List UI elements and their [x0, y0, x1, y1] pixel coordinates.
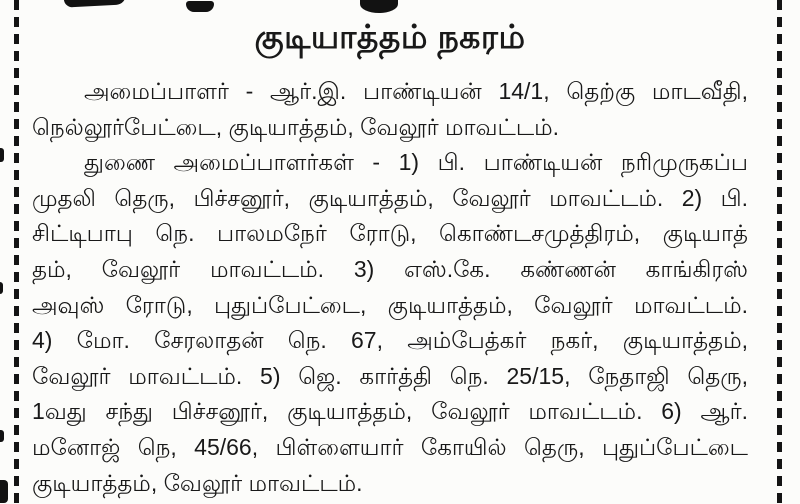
article-line-4: முதலி தெரு, பிச்சனூர், குடியாத்தம், வேலூர் மாவட்டம். 2) பி.: [32, 184, 748, 211]
article-title: குடியாத்தம் நகரம்: [254, 18, 526, 55]
scan-artifact-top-2: [186, 1, 214, 12]
left-dashed-border: [14, 0, 19, 504]
article-line-8: 4) மோ. சேரலாதன் நெ. 67, அம்பேத்கர் நகர், குடியாத்தம்,: [32, 327, 748, 354]
scan-artifact-left-3: [0, 430, 4, 442]
scan-artifact-top-1: [64, 0, 126, 8]
article-line-6: தம், வேலூர் மாவட்டம். 3) எஸ்.கே. கண்ணன் காங்கிரஸ்: [32, 255, 748, 282]
article-line-12: குடியாத்தம், வேலூர் மாவட்டம்.: [32, 469, 363, 496]
scan-artifact-left-1: [0, 148, 4, 162]
scan-artifact-left-4: [0, 480, 8, 503]
right-dashed-border: [777, 0, 782, 504]
article: [32, 12, 748, 501]
article-line-9: வேலூர் மாவட்டம். 5) ஜெ. கார்த்தி நெ. 25/15, நேதாஜி தெரு,: [32, 362, 748, 389]
article-line-3: துணை அமைப்பாளர்கள் - 1) பி. பாண்டியன் நரிமுருகப்ப: [84, 149, 748, 176]
article-line-2: நெல்லூர்பேட்டை, குடியாத்தம், வேலூர் மாவட்டம்.: [32, 113, 560, 140]
article-line-10: 1வது சந்து பிச்சனூர், குடியாத்தம், வேலூர் மாவட்டம். 6) ஆர்.: [32, 398, 748, 425]
article-line-7: அவுஸ் ரோடு, புதுப்பேட்டை, குடியாத்தம், வேலூர் மாவட்டம்.: [32, 291, 748, 318]
article-line-1: அமைப்பாளர் - ஆர்.இ. பாண்டியன் 14/1, தெற்கு மாடவீதி,: [84, 78, 748, 104]
article-line-5: சிட்டிபாபு நெ. பாலமநேர் ரோடு, கொண்டசமுத்திரம், குடியாத்: [32, 220, 748, 247]
scan-artifact-left-2: [0, 282, 3, 294]
article-line-11: மனோஜ் நெ, 45/66, பிள்ளையார் கோயில் தெரு, புதுப்பேட்டை: [32, 433, 748, 460]
